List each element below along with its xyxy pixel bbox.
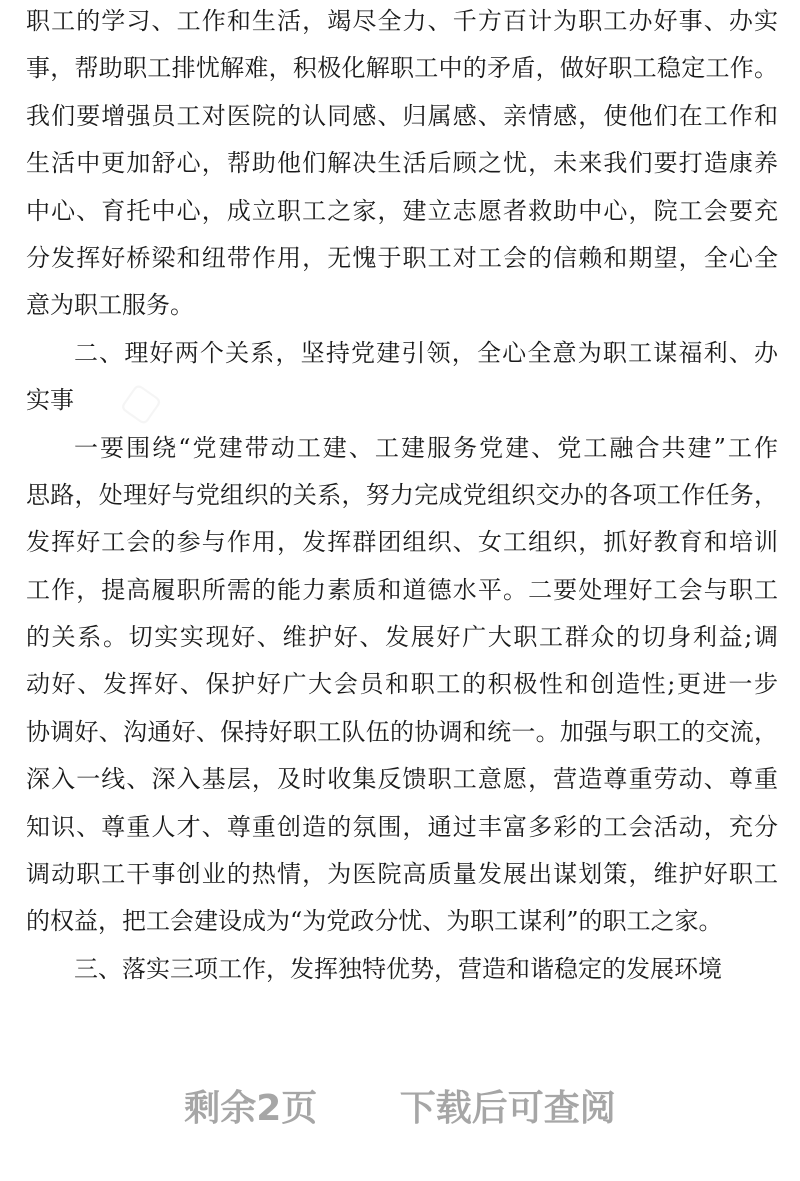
download-to-view-label[interactable]: 下载后可查阅 xyxy=(399,1088,616,1129)
text-line: 生活中更加舒心，帮助他们解决生活后顾之忧，未来我们要打造康养 xyxy=(26,149,778,178)
text-line: 动好、发挥好、保护好广大会员和职工的积极性和创造性;更进一步 xyxy=(26,670,778,699)
text-line: 调动职工干事创业的热情，为医院高质量发展出谋划策，维护好职工 xyxy=(26,860,778,889)
section-heading-3: 三、落实三项工作，发挥独特优势，营造和谐稳定的发展环境 xyxy=(74,954,722,983)
text-line: 知识、尊重人才、尊重创造的氛围，通过丰富多彩的工会活动，充分 xyxy=(26,812,778,841)
text-line: 事，帮助职工排忧解难，积极化解职工中的矛盾，做好职工稳定工作。 xyxy=(26,54,778,83)
download-prompt[interactable] xyxy=(0,1080,800,1131)
section-heading-2-cont: 实事 xyxy=(26,386,74,415)
text-line: 一要围绕“党建带动工建、工建服务党建、党工融合共建”工作 xyxy=(74,433,778,462)
text-line: 意为职工服务。 xyxy=(26,291,194,320)
text-line: 工作，提高履职所需的能力素质和道德水平。二要处理好工会与职工 xyxy=(26,575,778,604)
text-line: 我们要增强员工对医院的认同感、归属感、亲情感，使他们在工作和 xyxy=(26,101,778,130)
text-line: 思路，处理好与党组织的关系，努力完成党组织交办的各项工作任务， xyxy=(26,480,778,509)
text-line: 发挥好工会的参与作用，发挥群团组织、女工组织，抓好教育和培训 xyxy=(26,528,778,557)
text-line: 分发挥好桥梁和纽带作用，无愧于职工对工会的信赖和期望，全心全 xyxy=(26,243,778,272)
text-line: 的权益，把工会建设成为“为党政分忧、为职工谋利”的职工之家。 xyxy=(26,907,723,936)
section-heading-2: 二、理好两个关系，坚持党建引领，全心全意为职工谋福利、办 xyxy=(74,338,778,367)
remaining-pages-label: 剩余2页 xyxy=(184,1088,318,1129)
text-line: 中心、育托中心，成立职工之家，建立志愿者救助中心，院工会要充 xyxy=(26,196,778,225)
text-line: 深入一线、深入基层，及时收集反馈职工意愿，营造尊重劳动、尊重 xyxy=(26,765,778,794)
text-line: 职工的学习、工作和生活，竭尽全力、千方百计为职工办好事、办实 xyxy=(26,7,778,35)
text-line: 的关系。切实实现好、维护好、发展好广大职工群众的切身利益;调 xyxy=(26,623,778,652)
document-body xyxy=(26,0,778,993)
text-line: 协调好、沟通好、保持好职工队伍的协调和统一。加强与职工的交流， xyxy=(26,717,778,746)
